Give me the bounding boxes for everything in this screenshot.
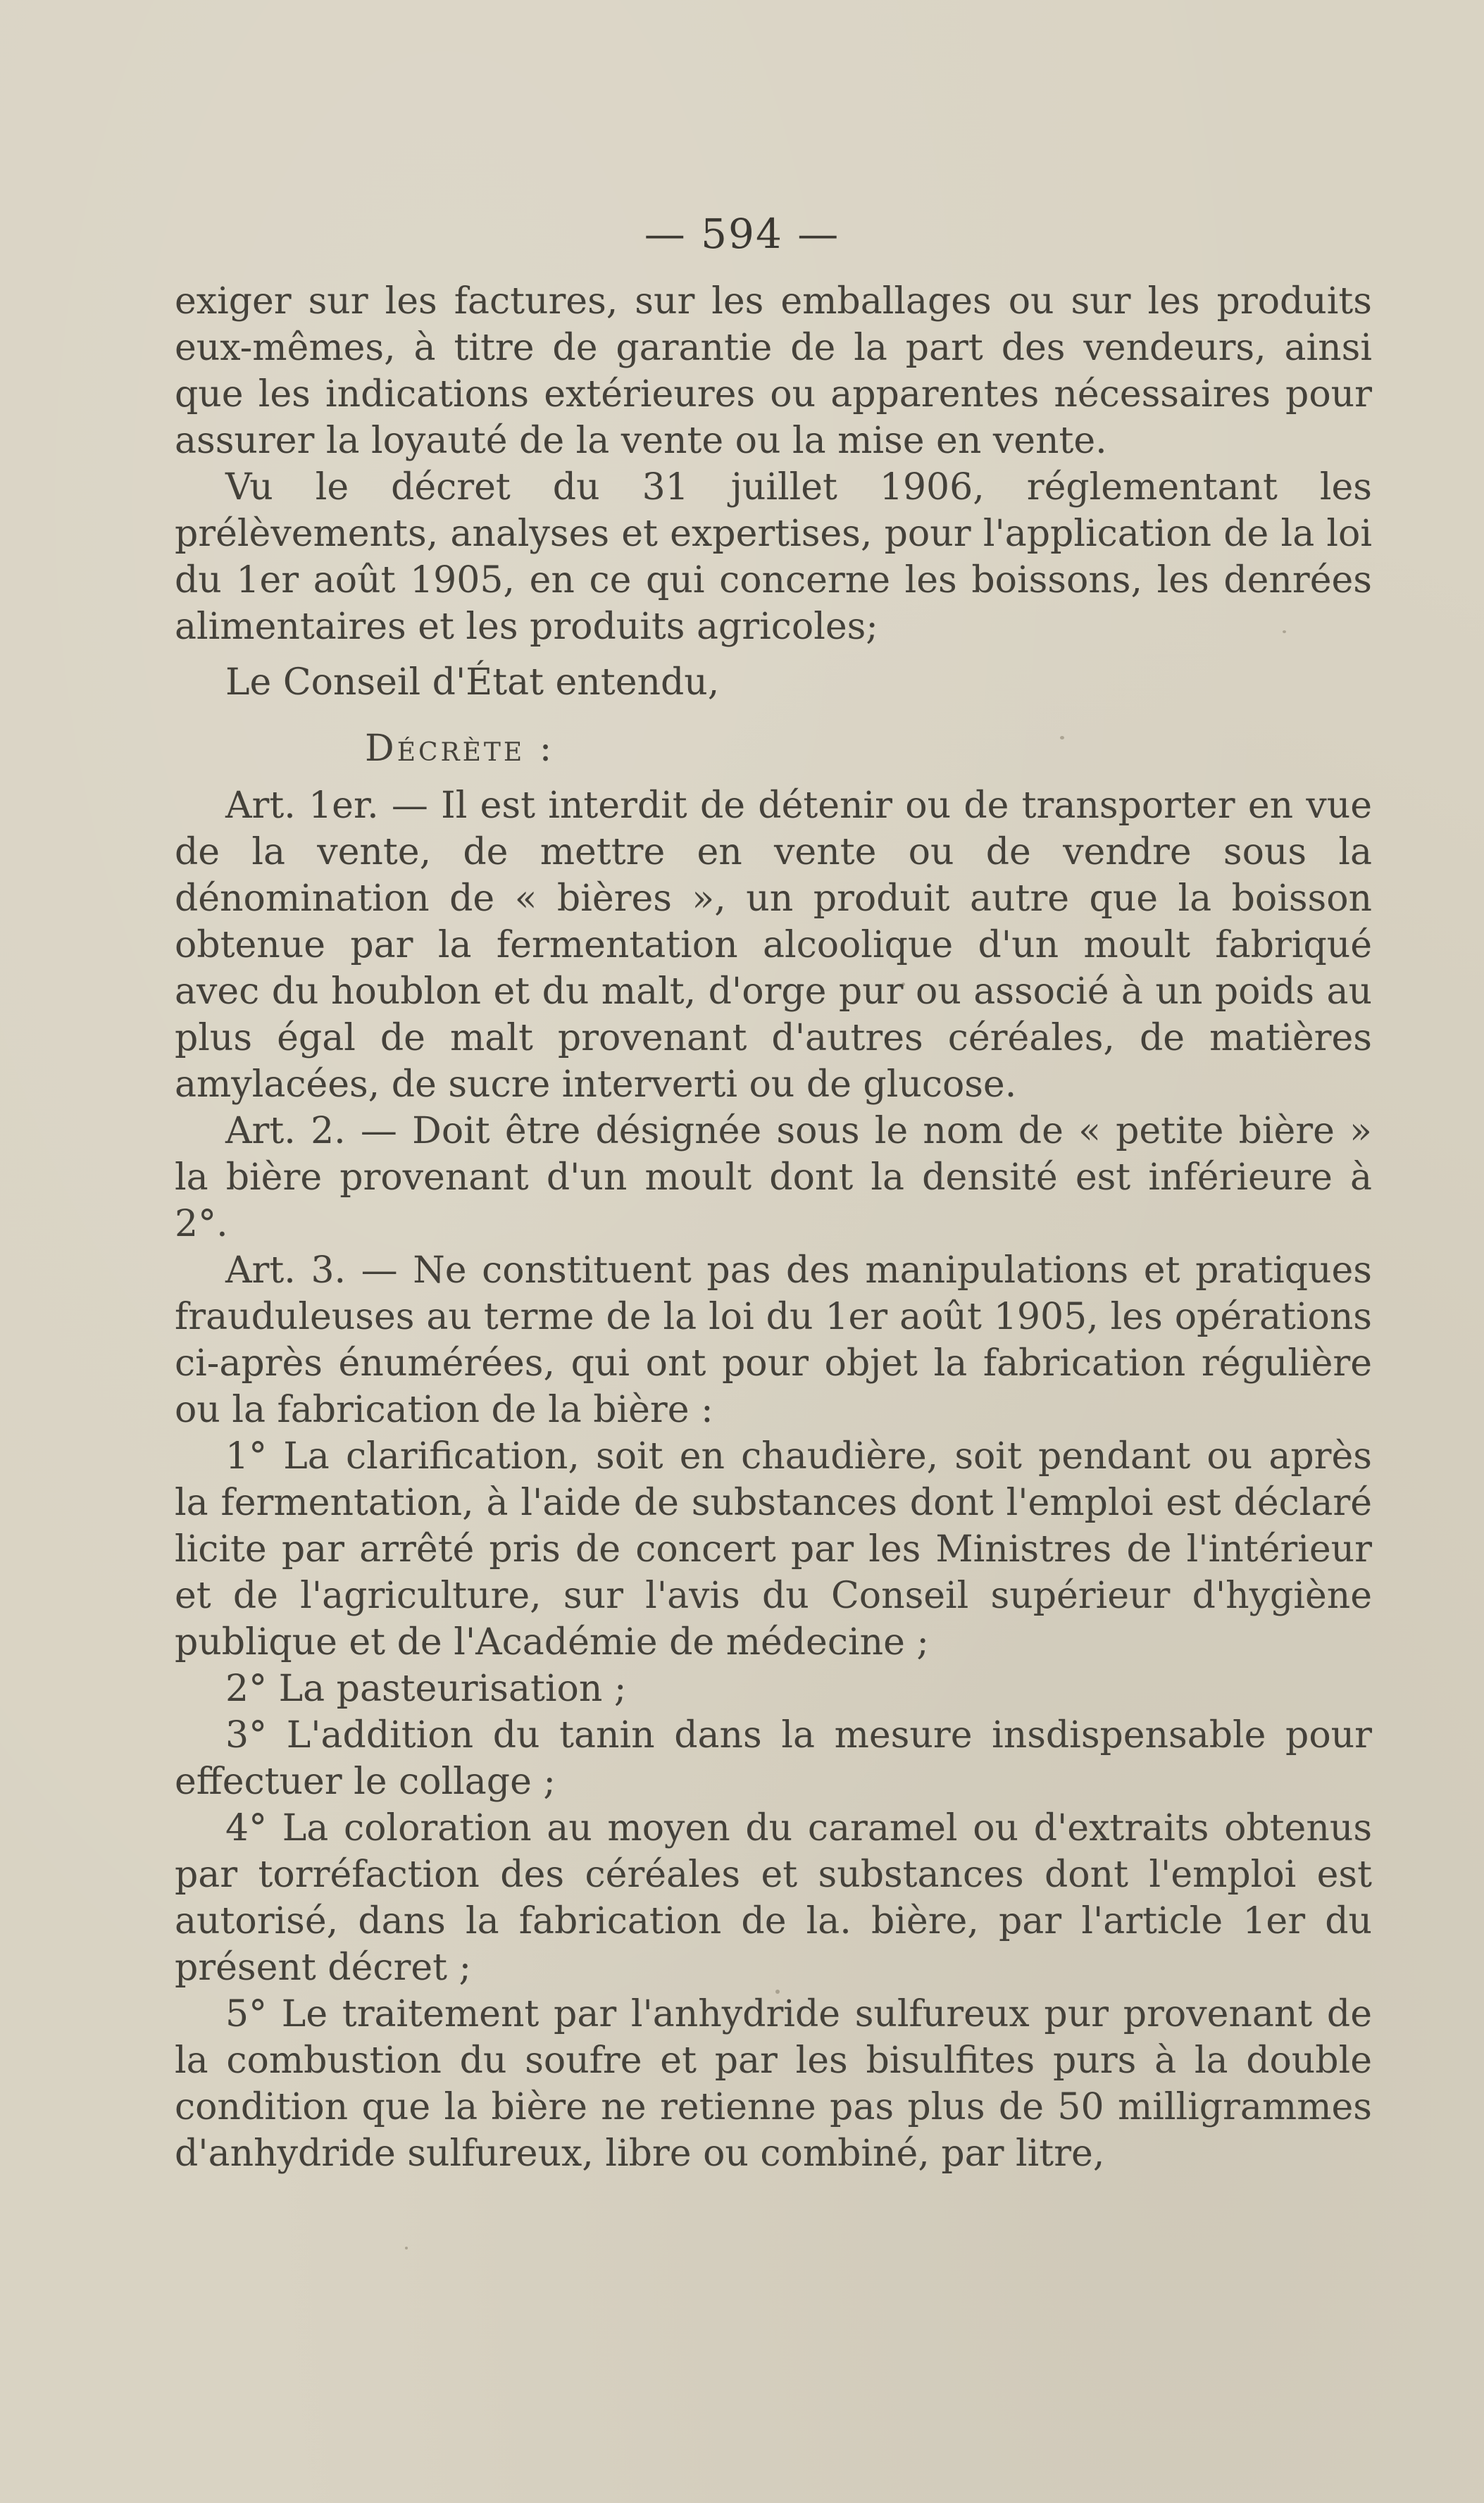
paper-speck [405, 2247, 408, 2249]
paragraph-continuation: exiger sur les factures, sur les emballages ou sur les produits eux-mêmes, à titre de garantie de la part des vendeurs, ainsi que les indications extérieures ou apparentes nécessaires pour assurer la loyauté de la vente ou la mise en vente. [175, 280, 1372, 462]
paragraph-conseil-etat: Le Conseil d'État entendu, [225, 661, 720, 704]
paragraph-vu-decret: Vu le décret du 31 juillet 1906, réglementant les prélèvements, analyses et expertises, pour l'application de la loi du 1er août 1905, en ce qui concerne les boissons, les denrées alimentaires et les produits agricoles; [175, 466, 1372, 648]
paper-speck [902, 982, 905, 986]
paper-speck [1060, 736, 1064, 739]
paper-speck [775, 1990, 780, 1994]
list-item-4: 4° La coloration au moyen du caramel ou d'extraits obtenus par torréfaction des céréales et substances dont l'emploi est autorisé, dans la fabrication de la. bière, par l'article 1er du présent décret ; [175, 1807, 1372, 1989]
paper-speck [1283, 630, 1286, 633]
list-item-2: 2° La pasteurisation ; [225, 1668, 627, 1710]
article-3: Art. 3. — Ne constituent pas des manipulations et pratiques frauduleuses au terme de la loi du 1er août 1905, les opérations ci-après énumérées, qui ont pour objet la fabrication régulière ou la fabrication de la bière : [175, 1249, 1372, 1431]
article-1: Art. 1er. — Il est interdit de détenir ou de transporter en vue de la vente, de mettre en vente ou de vendre sous la dénomination de « bières », un produit autre que la boisson obtenue par la fermentation alcoolique d'un moult fabriqué avec du houblon et du malt, d'orge pur ou associé à un poids au plus égal de malt provenant d'autres céréales, de matières amylacées, de sucre interverti ou de glucose. [175, 785, 1372, 1106]
list-item-3: 3° L'addition du tanin dans la mesure insdispensable pour effectuer le collage ; [175, 1714, 1372, 1803]
body-text [175, 278, 1372, 2177]
decrete-heading: Décrète : [365, 728, 555, 770]
page-number: — 594 — [644, 210, 840, 258]
list-item-5: 5° Le traitement par l'anhydride sulfureux pur provenant de la combustion du soufre et par les bisulfites purs à la double condition que la bière ne retienne pas plus de 50 milligrammes d'anhydride sulfureux, libre ou combiné, par litre, [175, 1993, 1372, 2175]
article-2: Art. 2. — Doit être désignée sous le nom de « petite bière » la bière provenant d'un moult dont la densité est inférieure à 2°. [175, 1110, 1372, 1245]
list-item-1: 1° La clarification, soit en chaudière, soit pendant ou après la fermentation, à l'aide de substances dont l'emploi est déclaré licite par arrêté pris de concert par les Ministres de l'intérieur et de l'agriculture, sur l'avis du Conseil supérieur d'hygiène publique et de l'Académie de médecine ; [175, 1435, 1372, 1664]
